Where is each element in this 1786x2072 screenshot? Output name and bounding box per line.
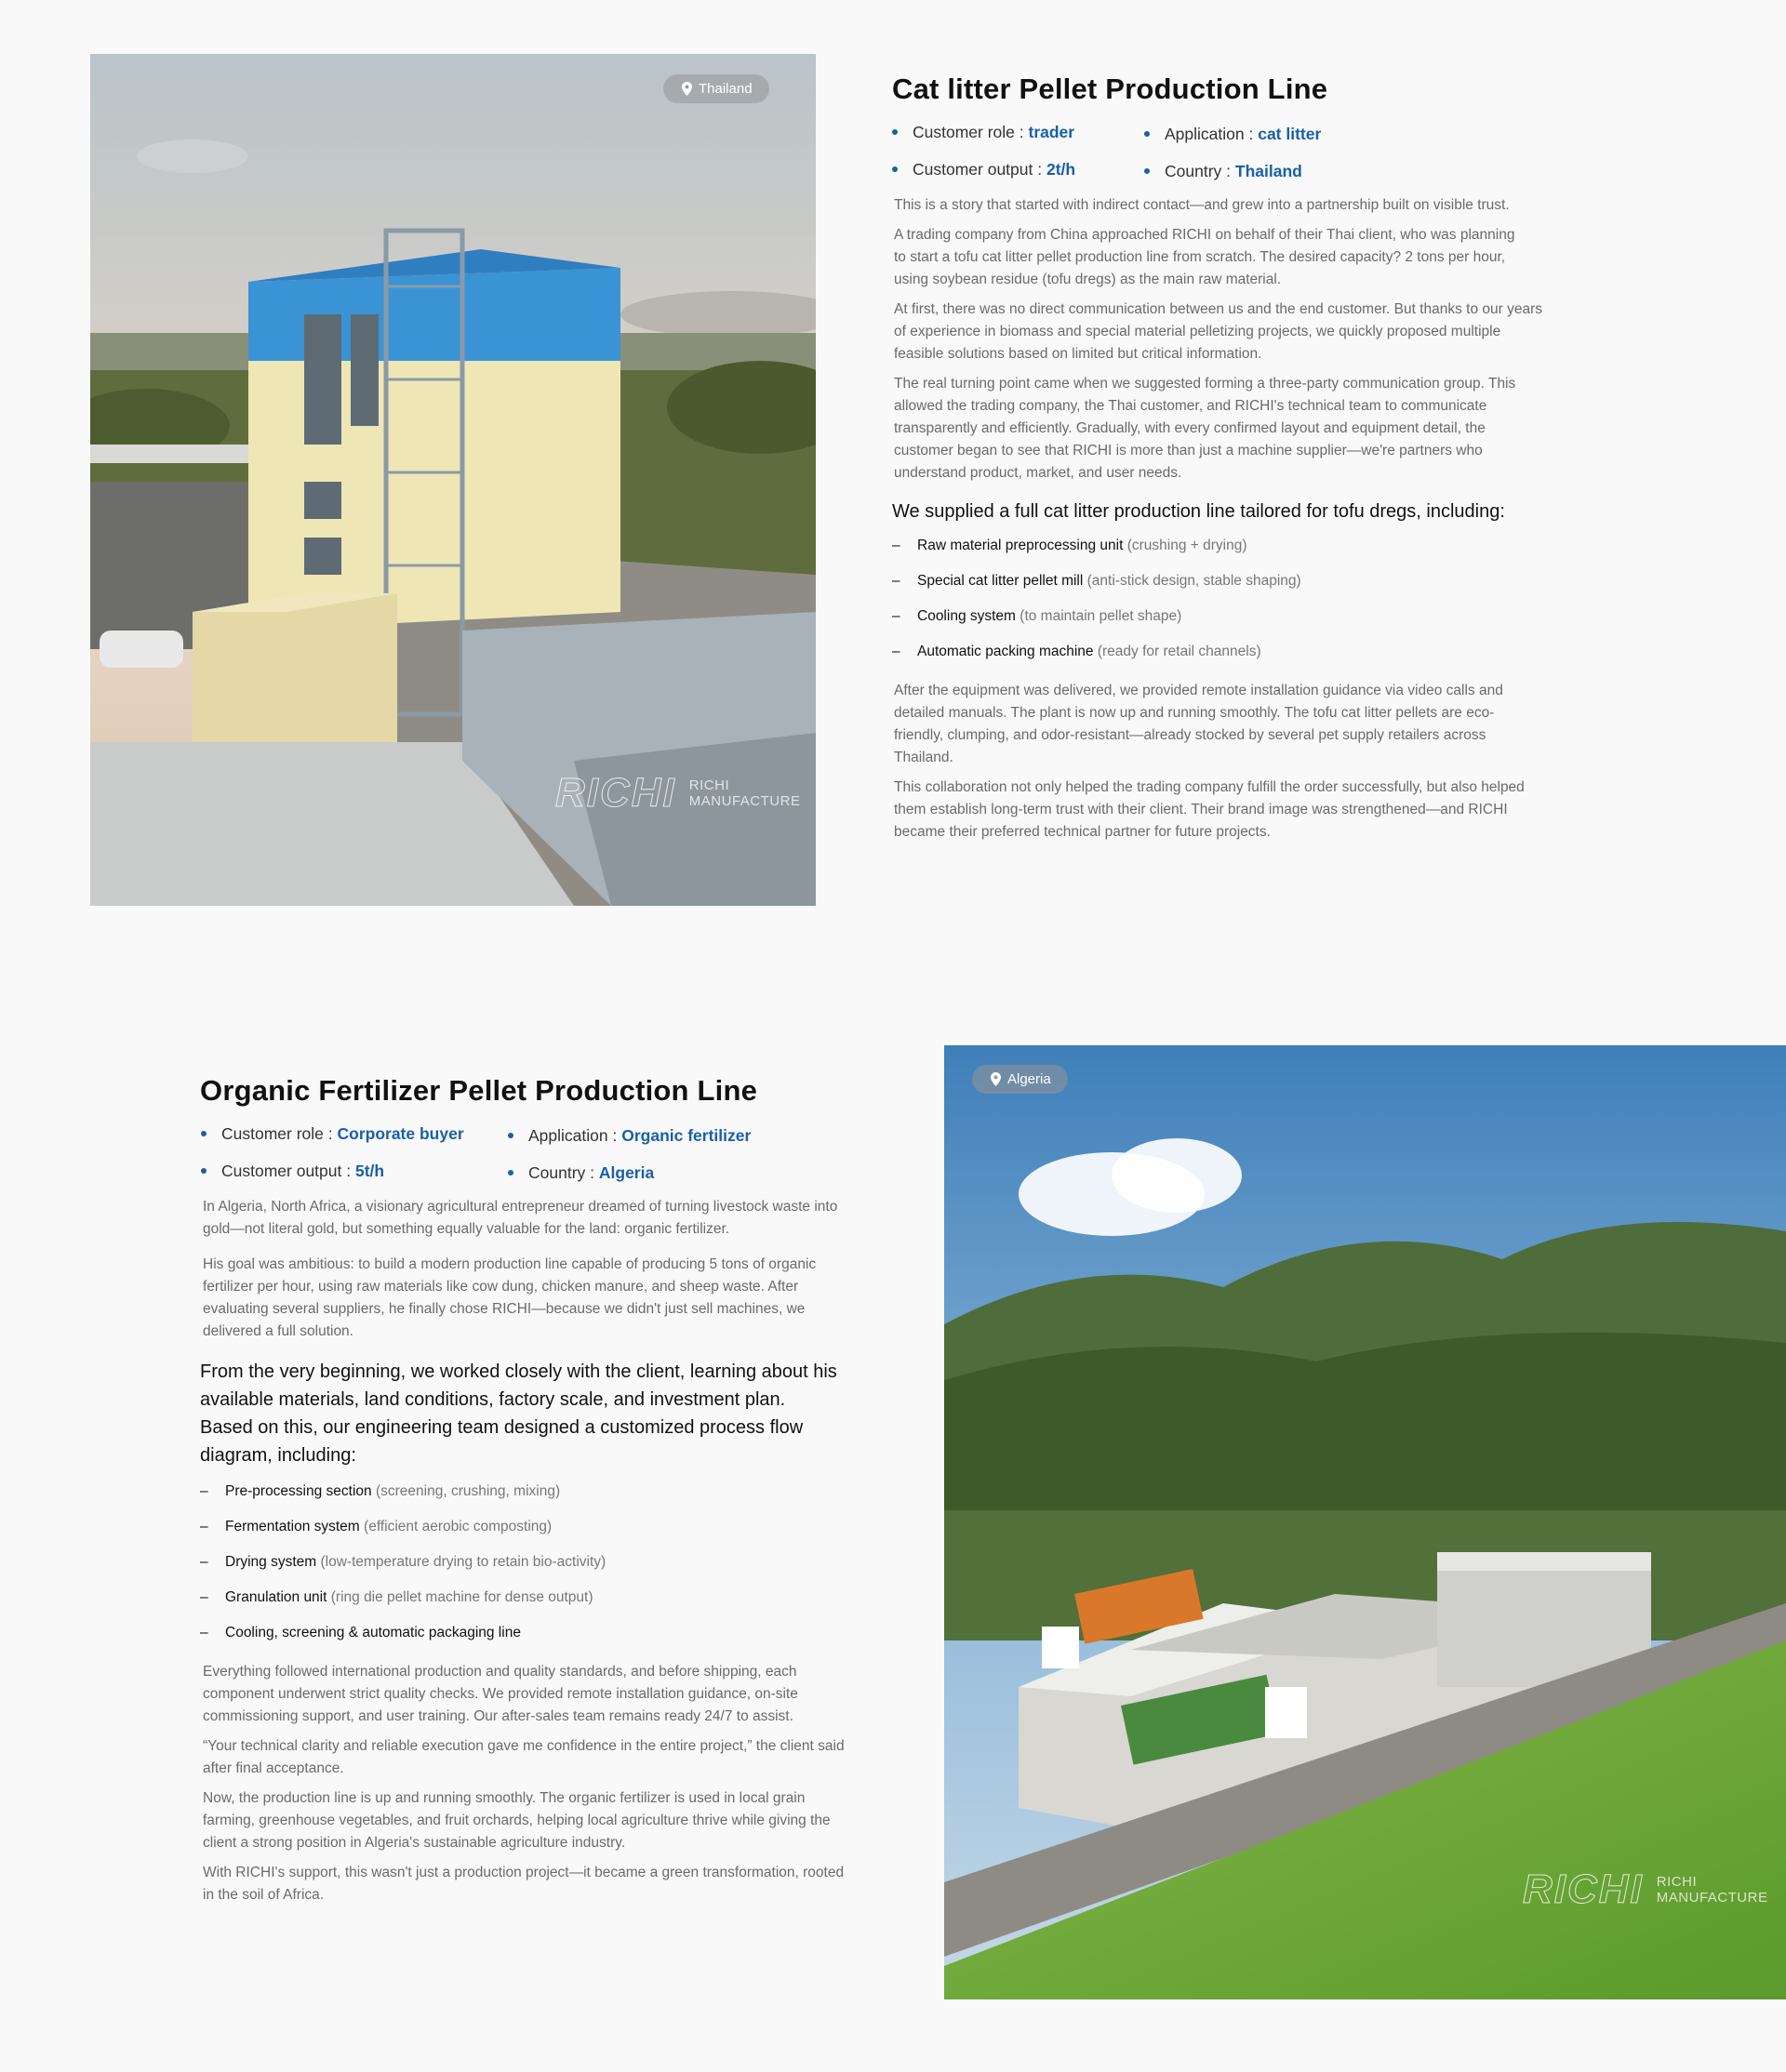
list-item: – Granulation unit (ring die pellet machine for dense output) bbox=[200, 1588, 879, 1624]
case1-paragraph: This collaboration not only helped the trading company fulfill the order successfully, but also helped them establish long-term trust with their client. Their brand image was strengthened—and RICHI became their preferred technical partner for future projects. bbox=[894, 779, 1525, 840]
case2-lead: From the very beginning, we worked closely with the client, learning about his available materials, land conditions, factory scale, and investment plan. Based on this, our engineering team designed a customized process flow diagram, including: bbox=[200, 1361, 837, 1466]
list-item: – Raw material preprocessing unit (crushing + drying) bbox=[892, 537, 1553, 572]
fertilizer-plant-image bbox=[944, 1045, 1786, 1999]
list-item: – Automatic packing machine (ready for retail channels) bbox=[892, 643, 1553, 678]
spec-application: Application : cat litter bbox=[1165, 125, 1322, 143]
case1-info bbox=[892, 73, 1553, 843]
case1-paragraph: After the equipment was delivered, we provided remote installation guidance via video calls and detailed manuals. The plant is now up and running smoothly. The tofu cat litter pellets are eco-friendly, clumping, and odor-resistant—already stocked by several pet supply retailers across Thailand. bbox=[894, 683, 1503, 765]
spec-country: Country : Algeria bbox=[528, 1163, 655, 1182]
case1-paragraph: At first, there was no direct communication between us and the end customer. But thanks to our years of experience in biomass and special material pelletizing projects, we quickly proposed multiple feasible solutions based on limited but critical information. bbox=[894, 301, 1543, 362]
case1-equipment-list bbox=[892, 537, 1553, 678]
list-item: – Cooling, screening & automatic packaging line bbox=[200, 1624, 879, 1659]
case2-paragraph: Now, the production line is up and running smoothly. The organic fertilizer is used in local grain farming, greenhouse vegetables, and fruit orchards, helping local agriculture thrive while giving the client a strong position in Algeria's sustainable agriculture industry. bbox=[203, 1790, 831, 1851]
case2-photo bbox=[944, 1045, 1786, 1999]
case1-paragraph: The real turning point came when we suggested forming a three-party communication group. This allowed the trading company, the Thai customer, and RICHI's technical team to communicate transparently and efficiently. Gradually, with every confirmed layout and equipment detail, the customer began to see that RICHI is more than just a machine supplier—we're partners who understand product, market, and user needs. bbox=[894, 376, 1516, 481]
case2-paragraph: In Algeria, North Africa, a visionary agricultural entrepreneur dreamed of turning livestock waste into gold—not literal gold, but something equally valuable for the land: organic fertilizer. bbox=[203, 1199, 838, 1237]
watermark-sub: RICHI MANUFACTURE bbox=[688, 777, 801, 809]
location-badge bbox=[663, 74, 769, 103]
spec-customer-output: Customer output : 5t/h bbox=[221, 1162, 385, 1180]
location-label: Thailand bbox=[699, 81, 753, 97]
case1-specs bbox=[892, 123, 1553, 201]
list-item: – Cooling system (to maintain pellet shape) bbox=[892, 607, 1553, 643]
spec-customer-output: Customer output : 2t/h bbox=[913, 160, 1076, 179]
location-pin-icon bbox=[682, 82, 692, 96]
list-item: – Pre-processing section (screening, crushing, mixing) bbox=[200, 1482, 879, 1518]
location-pin-icon bbox=[991, 1072, 1001, 1086]
list-item: – Special cat litter pellet mill (anti-stick design, stable shaping) bbox=[892, 572, 1553, 607]
spec-customer-role: Customer role : Corporate buyer bbox=[221, 1124, 464, 1143]
case1-lead: We supplied a full cat litter production line tailored for tofu dregs, including: bbox=[892, 501, 1505, 522]
case1-paragraph: A trading company from China approached RICHI on behalf of their Thai client, who was planning to start a tofu cat litter pellet production line from scratch. The desired capacity? 2 tons per hour, using soybean residue (tofu dregs) as the main raw material. bbox=[894, 227, 1515, 287]
case1-photo bbox=[90, 54, 816, 906]
case2-paragraph: “Your technical clarity and reliable execution gave me confidence in the entire project,” the client said after final acceptance. bbox=[203, 1738, 845, 1776]
spec-application: Application : Organic fertilizer bbox=[528, 1126, 752, 1145]
case2-paragraph: Everything followed international production and quality standards, and before shipping, each component underwent strict quality checks. We provided remote installation guidance, on-site commissioning support, and user training. Our after-sales team remains ready 24/7 to assist. bbox=[203, 1664, 798, 1724]
location-badge bbox=[972, 1065, 1068, 1094]
richi-watermark bbox=[1523, 1866, 1767, 1913]
location-label: Algeria bbox=[1007, 1071, 1051, 1087]
richi-watermark bbox=[555, 770, 800, 817]
case2-title: Organic Fertilizer Pellet Production Line bbox=[200, 1074, 758, 1107]
spec-country: Country : Thailand bbox=[1165, 162, 1302, 180]
case2-specs bbox=[200, 1124, 879, 1202]
watermark-brand: RICHI bbox=[1523, 1866, 1644, 1912]
spec-customer-role: Customer role : trader bbox=[913, 123, 1075, 141]
case2-paragraph: His goal was ambitious: to build a modern production line capable of producing 5 tons of organic fertilizer per hour, using raw materials like cow dung, chicken manure, and sheep waste. After evaluating several suppliers, he finally chose RICHI—because we didn't just sell machines, we delivered a full solution. bbox=[203, 1256, 817, 1339]
case2-info bbox=[200, 1074, 879, 1906]
case2-paragraph: With RICHI's support, this wasn't just a production project—it became a green transformation, rooted in the soil of Africa. bbox=[203, 1865, 845, 1903]
case1-paragraph: This is a story that started with indirect contact—and grew into a partnership built on visible trust. bbox=[894, 197, 1510, 213]
watermark-sub: RICHI MANUFACTURE bbox=[1656, 1874, 1768, 1906]
list-item: – Drying system (low-temperature drying to retain bio-activity) bbox=[200, 1553, 879, 1588]
watermark-brand: RICHI bbox=[555, 770, 676, 816]
list-item: – Fermentation system (efficient aerobic composting) bbox=[200, 1518, 879, 1553]
case1-title: Cat litter Pellet Production Line bbox=[892, 73, 1328, 105]
case2-equipment-list bbox=[200, 1482, 879, 1659]
